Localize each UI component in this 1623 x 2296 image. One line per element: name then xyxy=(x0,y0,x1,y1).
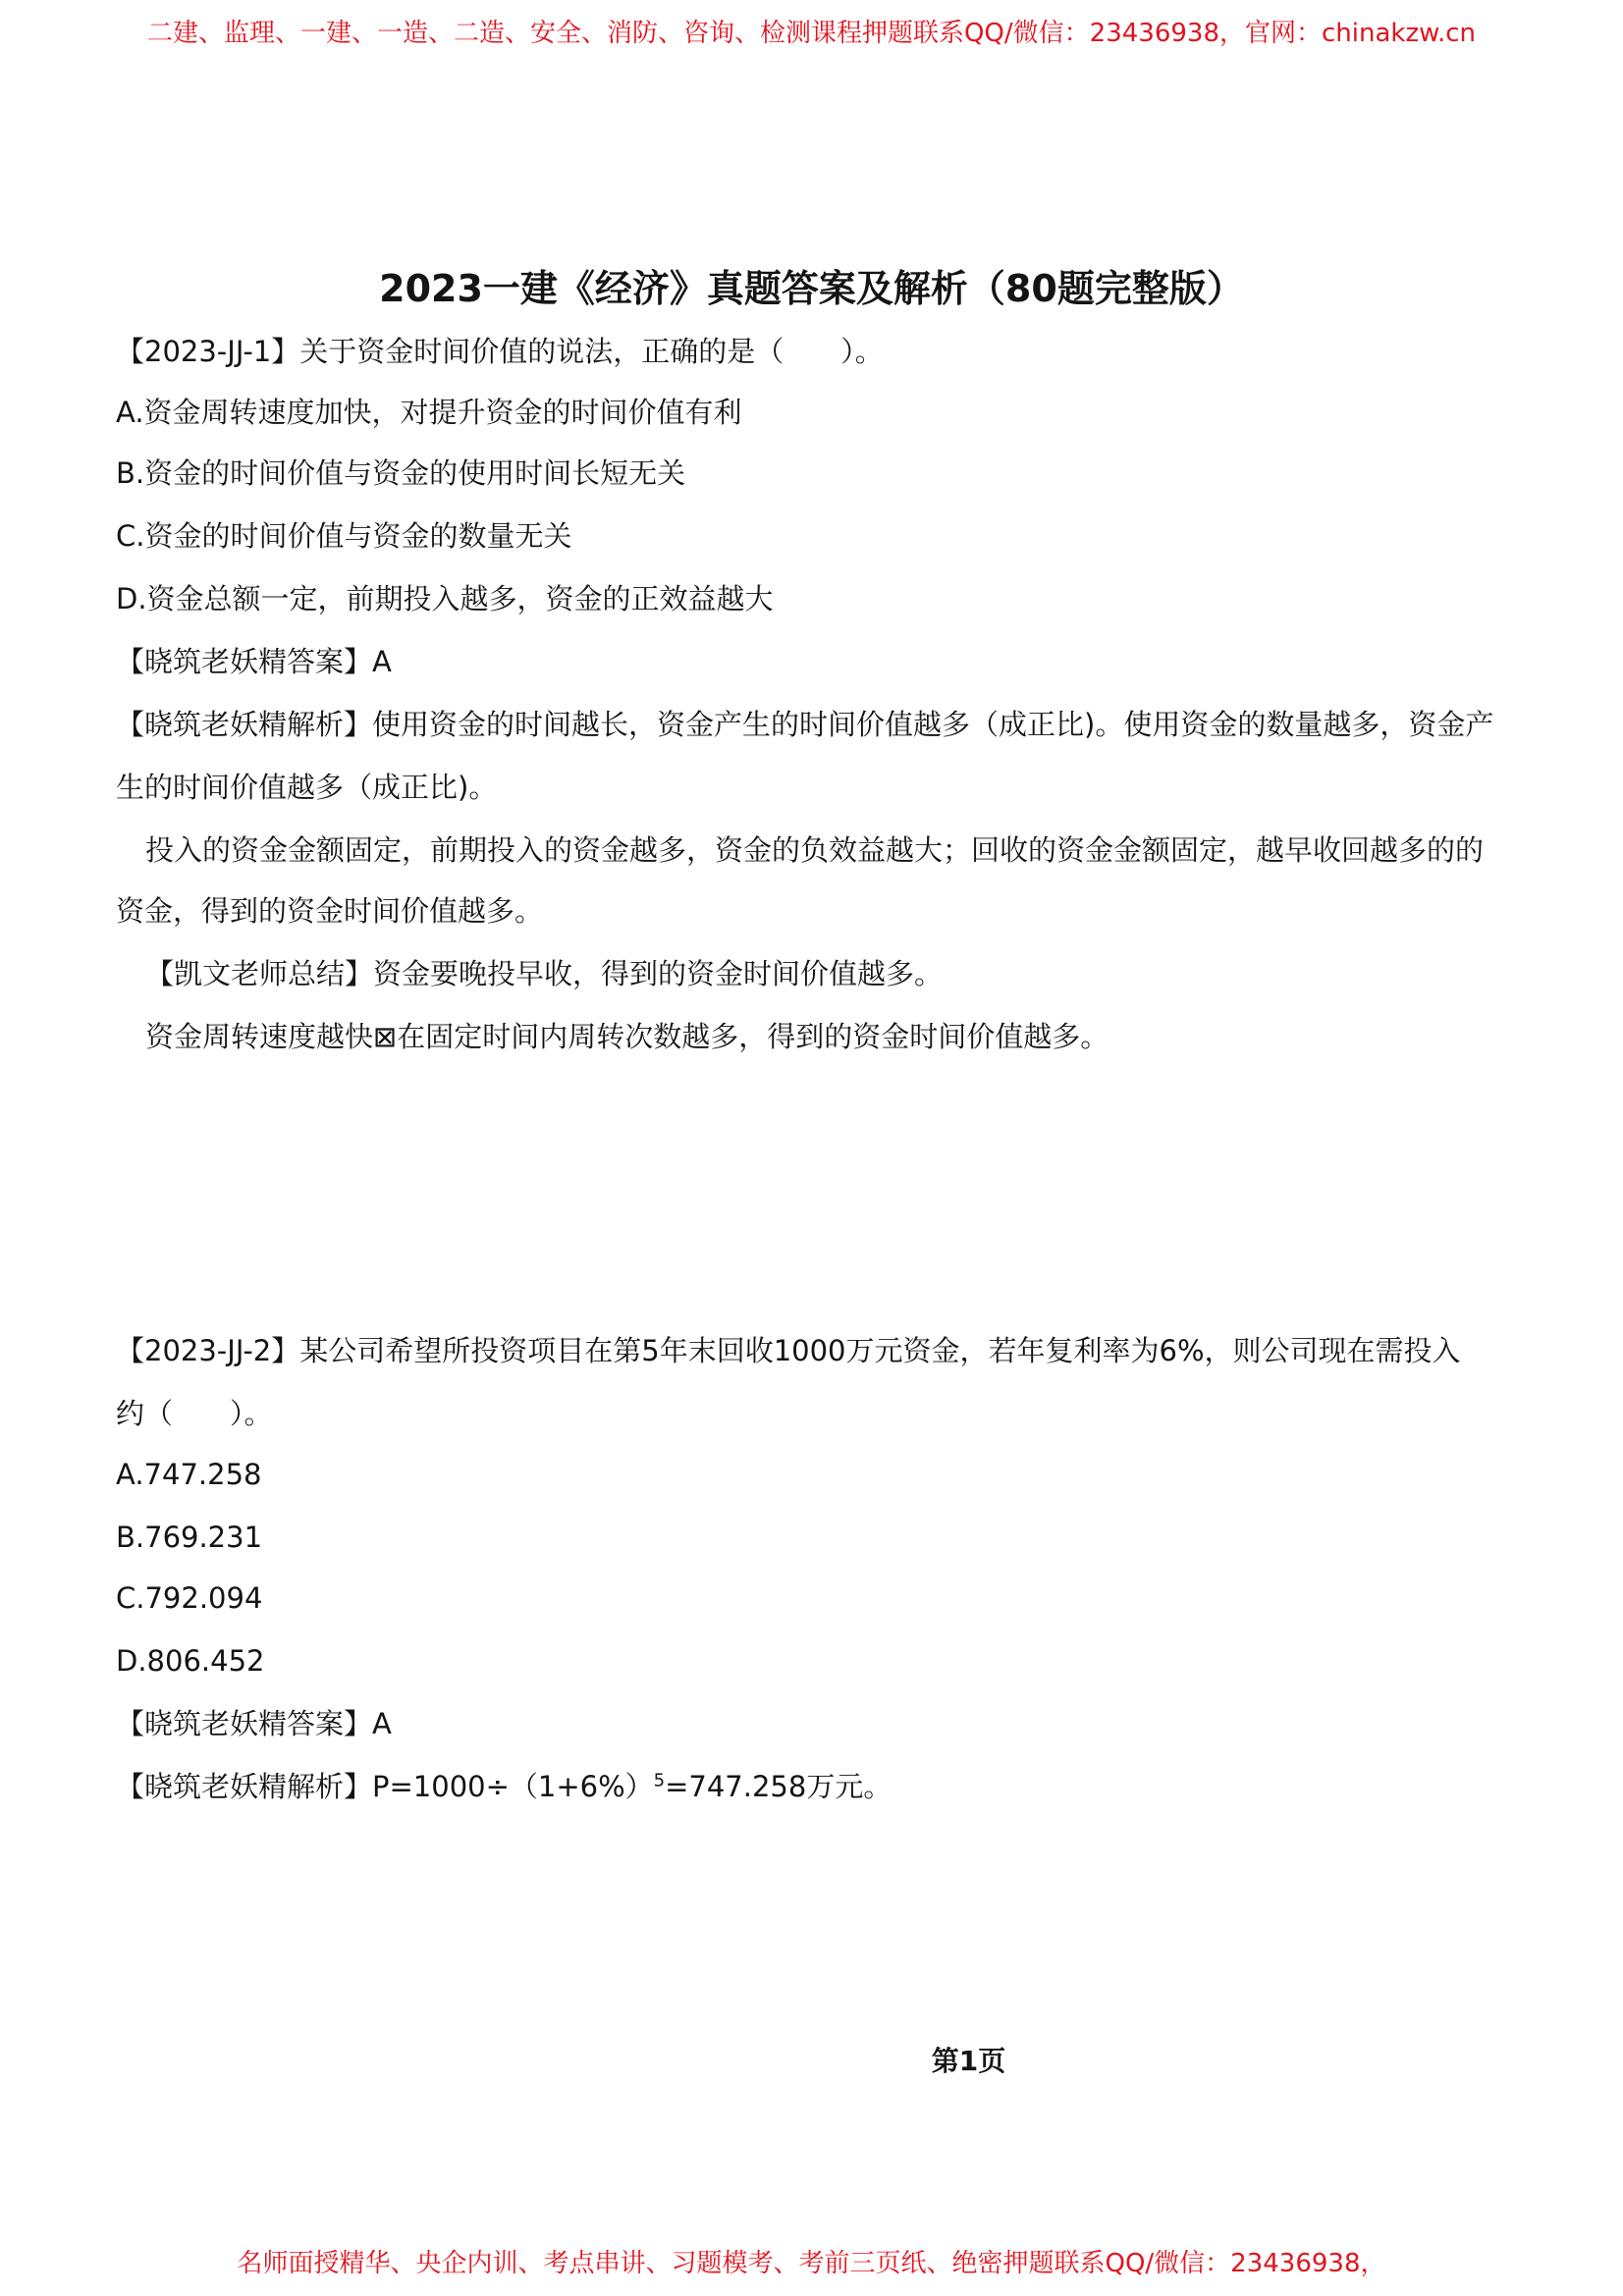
q2-option-d: D.806.452 xyxy=(116,1644,265,1678)
document-title: 2023一建《经济》真题答案及解析（80题完整版） xyxy=(379,267,1244,310)
q1-analysis-line-4: 资金，得到的资金时间价值越多。 xyxy=(116,894,544,928)
q2-answer: 【晓筑老妖精答案】A xyxy=(116,1707,392,1740)
page-number: 第1页 xyxy=(931,2045,1006,2077)
q1-option-d: D.资金总额一定，前期投入越多，资金的正效益越大 xyxy=(116,582,774,615)
q1-summary-line-1: 【凯文老师总结】资金要晚投早收，得到的资金时间价值越多。 xyxy=(145,957,944,990)
q1-option-a: A.资金周转速度加快，对提升资金的时间价值有利 xyxy=(116,396,742,429)
q2-stem-line-2: 约（ ）。 xyxy=(116,1397,273,1430)
q2-option-c: C.792.094 xyxy=(116,1581,263,1615)
q2-option-a: A.747.258 xyxy=(116,1458,262,1491)
q2-analysis xyxy=(116,1765,892,1808)
q1-analysis-line-2: 生的时间价值越多（成正比)。 xyxy=(116,771,498,804)
q1-analysis-line-1: 【晓筑老妖精解析】使用资金的时间越长，资金产生的时间价值越多（成正比)。使用资金的数量越多，资金产 xyxy=(116,708,1494,741)
q1-option-c: C.资金的时间价值与资金的数量无关 xyxy=(116,519,572,553)
footer-banner: 名师面授精华、央企内训、考点串讲、习题模考、考前三页纸、绝密押题联系QQ/微信：23436938， xyxy=(237,2249,1386,2278)
q1-option-b: B.资金的时间价值与资金的使用时间长短无关 xyxy=(116,456,686,490)
q1-answer: 【晓筑老妖精答案】A xyxy=(116,645,392,678)
q2-stem-line-1: 【2023-JJ-2】某公司希望所投资项目在第5年末回收1000万元资金，若年复利率为6%，则公司现在需投入 xyxy=(116,1334,1461,1367)
q2-analysis-prefix: 【晓筑老妖精解析】P=1000÷（1+6%） xyxy=(116,1770,654,1803)
header-banner: 二建、监理、一建、一造、二造、安全、消防、咨询、检测课程押题联系QQ/微信：23436938，官网：chinakzw.cn xyxy=(146,19,1477,48)
q2-option-b: B.769.231 xyxy=(116,1521,263,1554)
q2-analysis-exponent: 5 xyxy=(653,1770,666,1791)
q1-analysis-line-3: 投入的资金金额固定，前期投入的资金越多，资金的负效益越大；回收的资金金额固定，越早收回越多的的 xyxy=(145,833,1485,867)
q1-summary-line-2: 资金周转速度越快⊠在固定时间内周转次数越多，得到的资金时间价值越多。 xyxy=(145,1020,1109,1053)
q2-analysis-suffix: =747.258万元。 xyxy=(665,1770,893,1803)
q1-stem: 【2023-JJ-1】关于资金时间价值的说法，正确的是（ ）。 xyxy=(116,335,884,368)
